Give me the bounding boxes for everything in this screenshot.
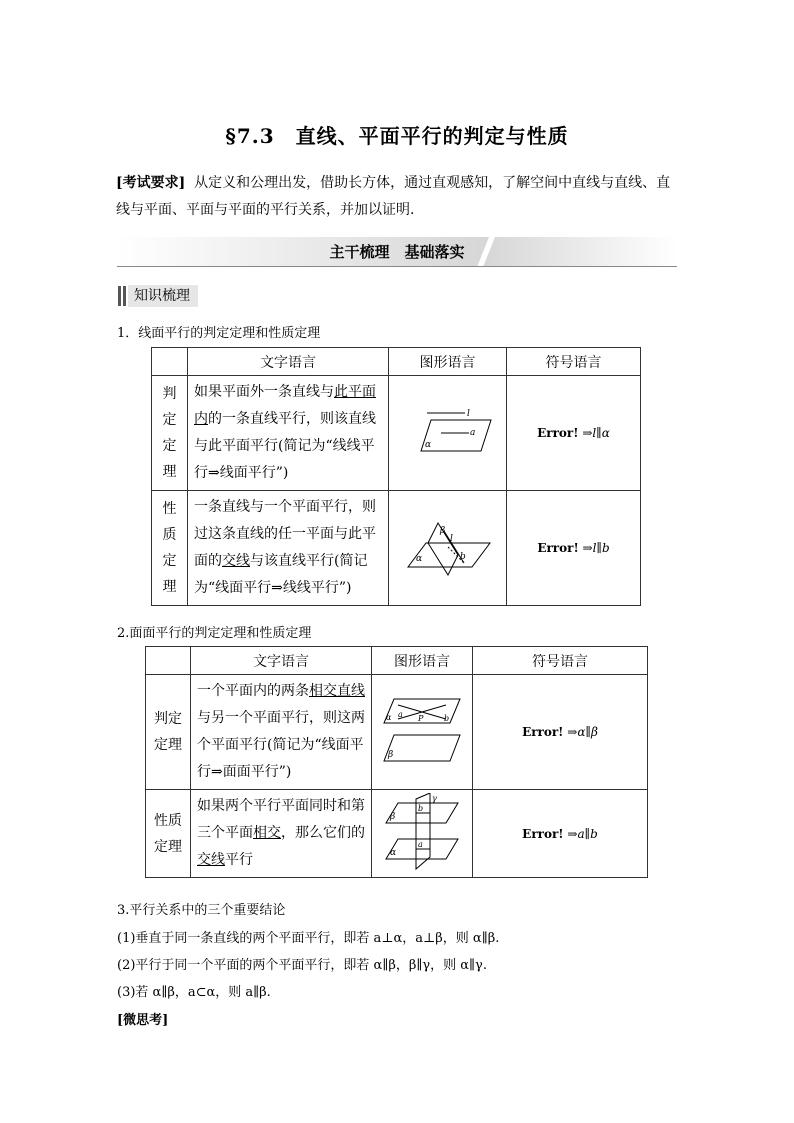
table-header-row	[146, 647, 648, 675]
text-part: 平行	[225, 852, 253, 868]
header-text: 文字语言	[191, 647, 372, 675]
figure-label: α	[390, 847, 397, 858]
table-row	[146, 790, 648, 878]
knowledge-tag	[118, 285, 198, 307]
think-label: [微思考]	[117, 1013, 169, 1028]
figure-label: a	[398, 710, 403, 719]
symbol-text: ⇒a∥b	[567, 826, 598, 841]
text-part: 如果平面外一条直线与	[194, 384, 334, 400]
figure-label: b	[459, 552, 466, 562]
header-symbol: 符号语言	[507, 348, 641, 376]
underlined-term: 交线	[197, 852, 225, 868]
figure-label: b	[418, 803, 424, 813]
row-figure	[372, 675, 473, 790]
row-symbol	[473, 790, 648, 878]
page-title: §7.3 直线、平面平行的判定与性质	[225, 124, 569, 148]
text-part: 如果两个平行平面同时和第三个平面	[197, 798, 365, 841]
row-symbol	[507, 491, 641, 606]
row-label: 性 质 定 理	[152, 491, 188, 606]
text-part: ，那么它们的	[281, 825, 365, 841]
plane-plane-parallel-figure	[380, 697, 464, 763]
figure-label: a	[469, 428, 475, 438]
table-row	[152, 491, 641, 606]
underlined-term: 相交	[253, 825, 281, 841]
figure-label: P	[418, 714, 424, 723]
symbol-error: Error!	[537, 426, 579, 440]
figure-label: β	[388, 750, 394, 760]
table-row	[146, 675, 648, 790]
row-symbol	[473, 675, 648, 790]
sec1-heading: 1．线面平行的判定定理和性质定理	[117, 326, 321, 341]
banner-title: 主干梳理 基础落实	[329, 243, 465, 261]
header-text: 文字语言	[188, 348, 389, 376]
row-figure	[389, 376, 507, 491]
figure-label: l	[466, 409, 470, 419]
conclusion-item: (1)垂直于同一条直线的两个平面平行，即若 a⊥α，a⊥β，则 α∥β.	[117, 931, 500, 946]
row-label: 性质 定理	[146, 790, 191, 878]
header-symbol: 符号语言	[473, 647, 648, 675]
exam-requirement	[116, 170, 682, 224]
text-part: 一条直线与一个平面平行，则过这条直线的任一平面与此平面的	[194, 499, 376, 569]
symbol-text: ⇒l∥b	[582, 541, 610, 555]
sec2-heading: 2.面面平行的判定定理和性质定理	[117, 626, 312, 641]
table-row	[152, 376, 641, 491]
tag-bar-icon	[118, 286, 128, 306]
sec1-table	[151, 347, 641, 606]
header-blank	[146, 647, 191, 675]
row-text	[191, 790, 372, 878]
symbol-error: Error!	[522, 725, 564, 739]
header-figure: 图形语言	[389, 348, 507, 376]
table-header-row	[152, 348, 641, 376]
figure-label: a	[418, 839, 423, 849]
row-text	[188, 376, 389, 491]
row-symbol	[507, 376, 641, 491]
symbol-text: ⇒l∥α	[582, 426, 610, 440]
row-text	[188, 491, 389, 606]
header-blank	[152, 348, 188, 376]
sec2-table	[145, 646, 648, 878]
row-figure	[372, 790, 473, 878]
symbol-error: Error!	[522, 826, 564, 841]
figure-label: γ	[432, 793, 437, 803]
row-figure	[389, 491, 507, 606]
line-plane-property-figure	[402, 515, 494, 577]
figure-label: b	[444, 714, 450, 723]
underlined-term: 交线	[222, 553, 250, 569]
underlined-term: 相交直线	[309, 683, 365, 699]
row-text	[191, 675, 372, 790]
plane-plane-property-figure	[380, 793, 464, 871]
symbol-text: ⇒α∥β	[567, 725, 598, 739]
figure-label: α	[424, 440, 431, 450]
text-part: 与另一个平面平行，则这两个平面平行(简记为“线面平行⇒面面平行”)	[197, 710, 365, 780]
requirement-label: [考试要求]	[116, 175, 186, 191]
tag-label: 知识梳理	[128, 285, 198, 307]
text-part: 一个平面内的两条	[197, 683, 309, 699]
text-part: 的一条直线平行，则该直线与此平面平行(简记为“线线平行⇒线面平行”)	[194, 411, 376, 481]
conclusion-item: (3)若 α∥β，a⊂α，则 a∥β.	[117, 985, 271, 1000]
row-label: 判定 定理	[146, 675, 191, 790]
figure-label: α	[386, 713, 392, 722]
row-label: 判 定 定 理	[152, 376, 188, 491]
line-plane-parallel-figure	[403, 406, 493, 456]
text-part: 与该直线平行(简记为“线面平行⇒线线平行”)	[194, 553, 368, 596]
figure-label: l	[449, 534, 453, 544]
symbol-error: Error!	[537, 541, 579, 555]
figure-label: β	[390, 811, 396, 822]
figure-label: β	[439, 526, 445, 536]
requirement-text: 从定义和公理出发，借助长方体，通过直观感知，了解空间中直线与直线、直线与平面、平面与平面的平行关系，并加以证明.	[116, 175, 671, 218]
figure-label: α	[415, 554, 422, 564]
header-figure: 图形语言	[372, 647, 473, 675]
conclusion-item: (2)平行于同一个平面的两个平面平行，即若 α∥β，β∥γ，则 α∥γ.	[117, 958, 487, 973]
underlined-term: 此平面内	[194, 384, 376, 427]
sec3-heading: 3.平行关系中的三个重要结论	[117, 903, 286, 918]
